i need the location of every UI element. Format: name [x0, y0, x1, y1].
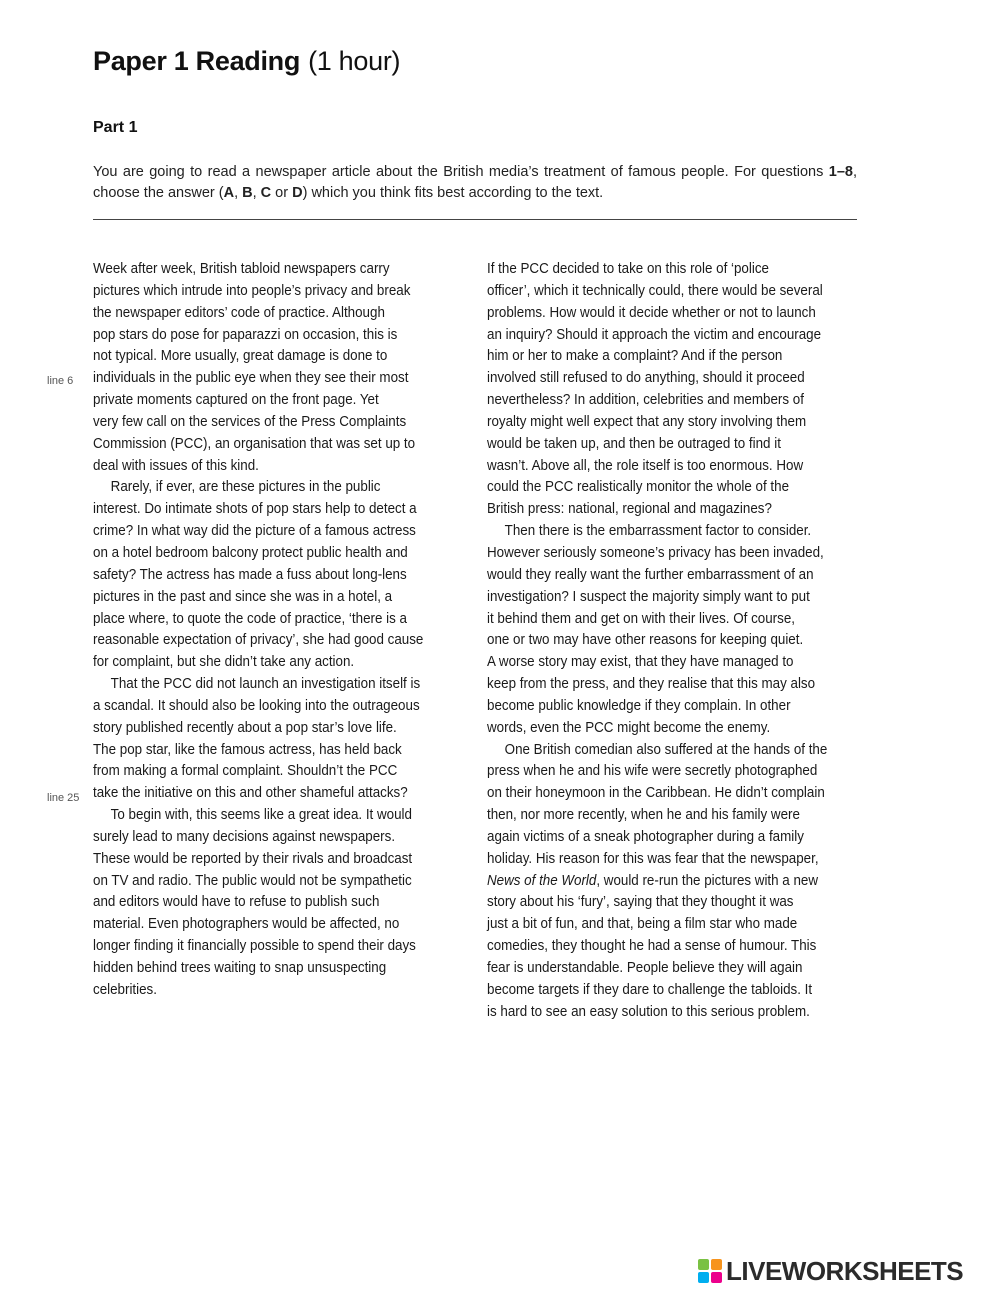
- instructions-text: ,: [234, 185, 243, 201]
- instructions-text: ) which you think fits best according to the text.: [302, 185, 604, 201]
- article-paragraph: [487, 740, 833, 1024]
- option-a: A: [223, 185, 235, 201]
- option-d: D: [292, 185, 303, 201]
- article-line: just a bit of fun, and that, being a film star who made: [487, 916, 798, 933]
- instructions-text: You are going to read a newspaper article about the British media’s treatment of famous people. For questions: [93, 164, 829, 180]
- article-line: surely lead to many decisions against newspapers.: [93, 828, 396, 845]
- article-line: interest. Do intimate shots of pop stars help to detect a: [93, 501, 417, 518]
- article-line: holiday. His reason for this was fear that the newspaper,: [487, 850, 819, 867]
- title-duration: (1 hour): [308, 46, 401, 76]
- logo-square: [711, 1259, 722, 1270]
- article-line: material. Even photographers would be affected, no: [93, 916, 400, 933]
- article-line: officer’, which it technically could, there would be several: [487, 282, 823, 299]
- liveworksheets-logo-icon: [698, 1259, 722, 1283]
- article-line: could the PCC realistically monitor the whole of the: [487, 479, 790, 496]
- article-line: story published recently about a pop star’s love life.: [93, 719, 397, 736]
- newspaper-title: News of the World: [487, 872, 597, 889]
- article-line: That the PCC did not launch an investigation itself is: [110, 676, 421, 693]
- article-line: place where, to quote the code of practice, ‘there is a: [93, 610, 407, 627]
- article-line: keep from the press, and they realise that this may also: [487, 676, 816, 693]
- article-line: A worse story may exist, that they have managed to: [487, 654, 794, 671]
- article-line: him or her to make a complaint? And if the person: [487, 348, 783, 365]
- article-line: Rarely, if ever, are these pictures in the public: [110, 479, 381, 496]
- article-column-left: [93, 259, 439, 1002]
- article-line: for complaint, but she didn’t take any action.: [93, 654, 355, 671]
- article-line: involved still refused to do anything, should it proceed: [487, 370, 805, 387]
- article-line: safety? The actress has made a fuss about long-lens: [93, 566, 407, 583]
- article-line: problems. How would it decide whether or not to launch: [487, 304, 816, 321]
- logo-text: LIVEWORKSHEETS: [726, 1255, 964, 1286]
- line-number-6: line 6: [47, 375, 74, 387]
- article-line: pop stars do pose for paparazzi on occasion, this is: [93, 326, 398, 343]
- article-line: story about his ‘fury’, saying that they thought it was: [487, 894, 794, 911]
- article-line: very few call on the services of the Press Complaints: [93, 413, 407, 430]
- instructions-text: ,: [252, 185, 261, 201]
- article-line: would they really want the further embarrassment of an: [487, 566, 814, 583]
- instructions-text: or: [271, 185, 293, 201]
- article-line: press when he and his wife were secretly photographed: [487, 763, 818, 780]
- article-line: take the initiative on this and other shameful attacks?: [93, 785, 408, 802]
- question-range: 1–8: [828, 164, 853, 180]
- article-paragraph: [93, 477, 439, 674]
- article-line: comedies, they thought he had a sense of humour. This: [487, 938, 817, 955]
- article-paragraph: [93, 805, 439, 1002]
- article-paragraph: [93, 259, 439, 477]
- article-line: crime? In what way did the picture of a famous actress: [93, 523, 416, 540]
- title-main: Paper 1 Reading: [93, 46, 301, 76]
- logo-square: [711, 1272, 722, 1283]
- article-line: nevertheless? In addition, celebrities and members of: [487, 392, 804, 409]
- article-line: one or two may have other reasons for keeping quiet.: [487, 632, 804, 649]
- article-paragraph: [93, 674, 439, 805]
- instructions-text: , choose the answer (: [93, 164, 857, 201]
- line-number-25: line 25: [47, 792, 80, 804]
- article-line: News of the World, would re-run the pictures with a new: [487, 872, 819, 889]
- article-line: on a hotel bedroom balcony protect public health and: [93, 544, 408, 561]
- page-title: [93, 46, 400, 77]
- article-line: become targets if they dare to challenge the tabloids. It: [487, 981, 813, 998]
- article-line: British press: national, regional and magazines?: [487, 501, 772, 518]
- article-line: again victims of a sneak photographer during a family: [487, 828, 804, 845]
- article-line: One British comedian also suffered at the hands of the: [504, 741, 828, 758]
- article-line: If the PCC decided to take on this role of ‘police: [487, 261, 769, 277]
- article-line: on their honeymoon in the Caribbean. He didn’t complain: [487, 785, 825, 802]
- article-line: Week after week, British tabloid newspapers carry: [93, 261, 390, 277]
- option-c: C: [260, 185, 272, 201]
- article-line: is hard to see an easy solution to this serious problem.: [487, 1003, 810, 1020]
- article-line: on TV and radio. The public would not be sympathetic: [93, 872, 412, 889]
- article-line: then, nor more recently, when he and his family were: [487, 807, 800, 824]
- article-line: To begin with, this seems like a great idea. It would: [110, 807, 412, 824]
- logo-square: [698, 1259, 709, 1270]
- article-line: from making a formal complaint. Shouldn’t the PCC: [93, 763, 398, 780]
- article-line: individuals in the public eye when they see their most: [93, 370, 409, 387]
- article-line: fear is understandable. People believe they will again: [487, 960, 803, 976]
- article-line: Commission (PCC), an organisation that was set up to: [93, 435, 416, 452]
- article-line: However seriously someone’s privacy has been invaded,: [487, 544, 824, 561]
- article-line: would be taken up, and then be outraged to find it: [487, 435, 781, 452]
- option-b: B: [242, 185, 253, 201]
- article-line: investigation? I suspect the majority simply want to put: [487, 588, 810, 605]
- article-line: the newspaper editors’ code of practice. Although: [93, 304, 385, 321]
- article-line: longer finding it financially possible to spend their days: [93, 938, 416, 955]
- instructions: [93, 162, 857, 204]
- liveworksheets-logo: [698, 1257, 963, 1285]
- article-line: and editors would have to refuse to publish such: [93, 894, 380, 911]
- article-line: Then there is the embarrassment factor to consider.: [504, 523, 812, 540]
- article-line: deal with issues of this kind.: [93, 457, 259, 474]
- article-line: celebrities.: [93, 981, 157, 998]
- article-line: pictures in the past and since she was in a hotel, a: [93, 588, 393, 605]
- article-line: These would be reported by their rivals and broadcast: [93, 850, 413, 867]
- article-line: hidden behind trees waiting to snap unsuspecting: [93, 960, 387, 976]
- article-paragraph: [487, 521, 833, 739]
- article-line: reasonable expectation of privacy’, she had good cause: [93, 632, 424, 649]
- article-line: words, even the PCC might become the enemy.: [487, 719, 771, 736]
- article-line: pictures which intrude into people’s privacy and break: [93, 282, 411, 299]
- logo-square: [698, 1272, 709, 1283]
- article-paragraph: [487, 259, 833, 521]
- article-line: The pop star, like the famous actress, has held back: [93, 741, 402, 758]
- divider: [93, 219, 857, 220]
- article-line: royalty might well expect that any story involving them: [487, 413, 807, 430]
- article-line: wasn’t. Above all, the role itself is too enormous. How: [487, 457, 804, 474]
- article-line: not typical. More usually, great damage is done to: [93, 348, 388, 365]
- part-heading: Part 1: [93, 119, 138, 136]
- article-line: it behind them and get on with their lives. Of course,: [487, 610, 795, 627]
- article-line: private moments captured on the front page. Yet: [93, 392, 379, 409]
- article-line: become public knowledge if they complain. In other: [487, 697, 791, 714]
- article-column-right: [487, 259, 833, 1024]
- article-line: a scandal. It should also be looking into the outrageous: [93, 697, 420, 714]
- article-line: an inquiry? Should it approach the victim and encourage: [487, 326, 822, 343]
